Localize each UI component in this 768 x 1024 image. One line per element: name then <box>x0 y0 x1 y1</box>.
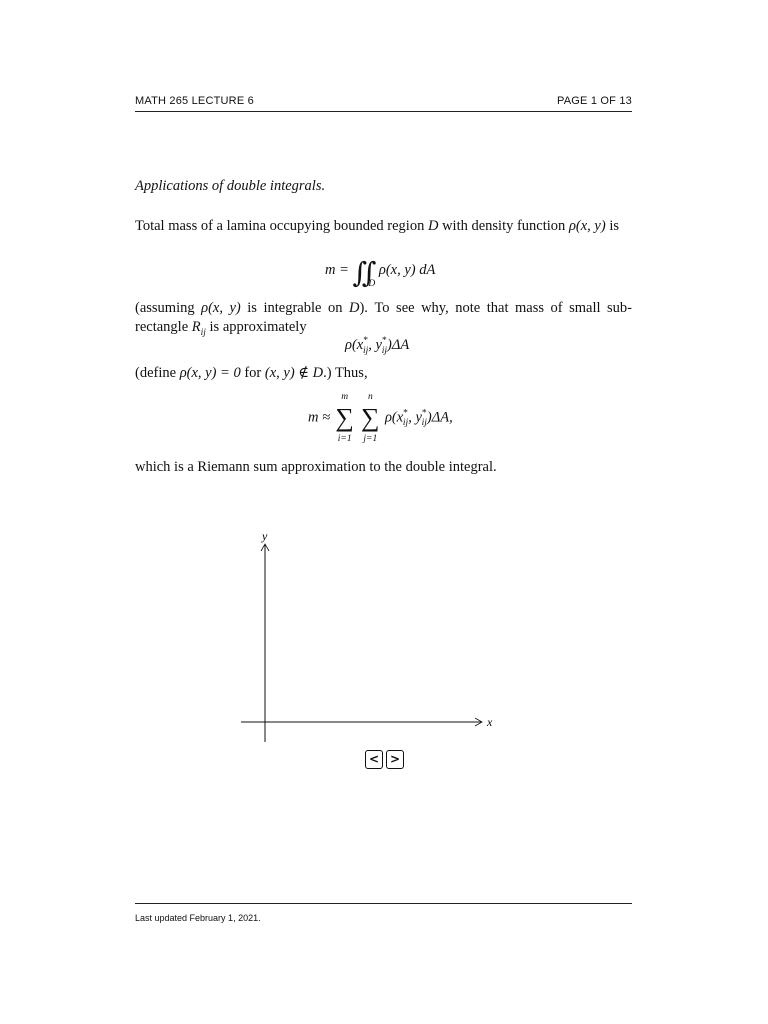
sum-upper-limit: m <box>341 392 349 402</box>
paragraph-define <box>135 364 632 383</box>
y-axis-label: y <box>262 529 268 543</box>
eq-star: * <box>421 408 427 419</box>
eq-part: )ΔA <box>386 337 410 353</box>
paragraph-mass-intro <box>135 217 632 236</box>
last-updated: Last updated February 1, 2021. <box>135 913 261 923</box>
math-subrectangle: R <box>191 319 201 335</box>
text-run: is integrable on <box>240 300 349 316</box>
text-run: (define <box>135 365 180 381</box>
eq-part: )ΔA, <box>426 409 453 426</box>
equation-mass-integral <box>325 256 435 290</box>
eq-lhs: m = <box>325 262 349 278</box>
paragraph-riemann: which is a Riemann sum approximation to the double integral. <box>135 459 497 475</box>
math-density-zero: ρ(x, y) = 0 <box>179 365 241 381</box>
sigma-sign: ∑ <box>361 403 380 432</box>
eq-part: ρ(x <box>384 409 404 426</box>
eq-part: ρ(x <box>345 337 364 353</box>
footer-divider <box>135 903 632 904</box>
sigma-sign: ∑ <box>335 403 354 432</box>
math-subscript: ij <box>200 327 206 338</box>
integral-subscript: D <box>368 279 376 289</box>
text-run: is approximately <box>205 319 307 335</box>
sum-lower-limit: i=1 <box>337 434 352 444</box>
paragraph-subrectangle <box>135 299 632 337</box>
text-run: Total mass of a lamina occupying bounded region <box>135 218 428 234</box>
text-run: with density function <box>438 218 569 234</box>
next-button[interactable]: > <box>386 750 404 769</box>
text-run: for <box>240 365 265 381</box>
x-axis-label: x <box>487 715 493 729</box>
math-region: D <box>427 218 439 234</box>
text-run: ). To see why, note that mass of small sub-rectangle <box>135 300 632 335</box>
eq-subscript: ij <box>381 345 387 356</box>
math-density: ρ(x, y) <box>201 300 241 316</box>
math-not-in-region: (x, y) ∉ D <box>264 365 324 381</box>
sum-upper-limit: n <box>367 392 373 402</box>
math-region: D <box>348 300 360 316</box>
math-density: ρ(x, y) <box>568 218 606 234</box>
eq-star: * <box>403 408 408 419</box>
course-title: MATH 265 LECTURE 6 <box>135 95 254 107</box>
eq-star: * <box>363 336 368 347</box>
page-number: PAGE 1 OF 13 <box>557 95 632 107</box>
section-title: Applications of double integrals. <box>135 178 326 194</box>
coordinate-axes-figure <box>230 525 510 750</box>
eq-lhs: m ≈ <box>308 409 331 426</box>
previous-button[interactable]: < <box>365 750 383 769</box>
eq-part: , y <box>368 337 382 353</box>
text-run: .) Thus, <box>323 365 368 381</box>
sum-lower-limit: j=1 <box>363 434 378 444</box>
sum-j <box>359 392 381 444</box>
eq-subscript: ij <box>421 418 427 429</box>
equation-sample-mass <box>345 337 409 354</box>
text-run: is <box>605 218 619 234</box>
integrand: ρ(x, y) dA <box>378 262 436 278</box>
equation-riemann-sum <box>308 392 453 444</box>
running-header <box>135 93 632 112</box>
sum-i <box>334 392 356 444</box>
text-run: (assuming <box>135 300 202 316</box>
double-integral-sign: ∬ <box>352 258 369 289</box>
eq-part: , y <box>408 409 422 426</box>
eq-subscript: ij <box>362 345 369 356</box>
eq-subscript: ij <box>402 418 409 429</box>
eq-star: * <box>381 336 387 347</box>
